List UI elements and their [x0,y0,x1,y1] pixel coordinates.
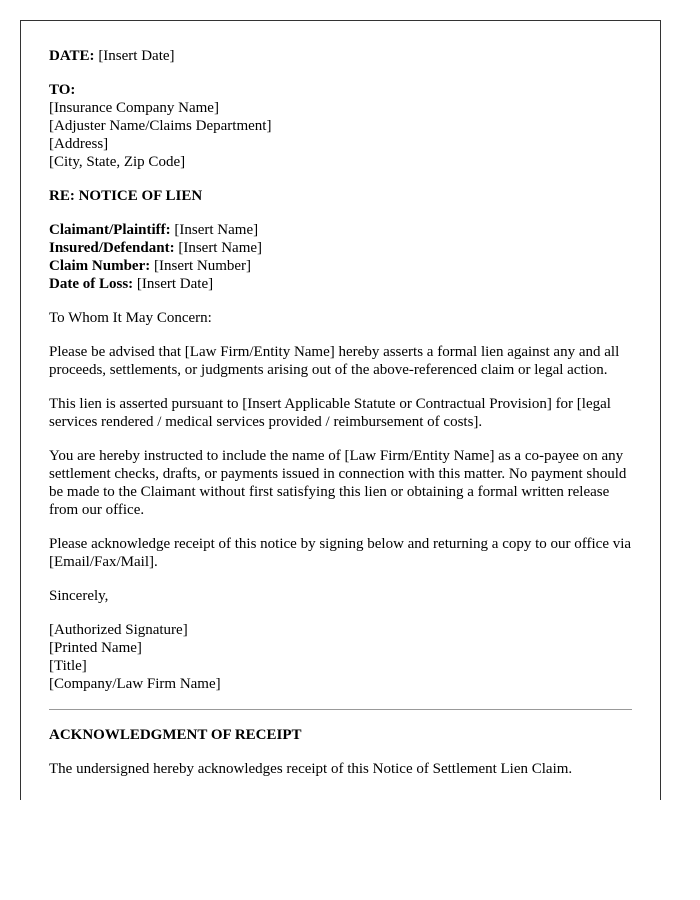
salutation: To Whom It May Concern: [49,310,212,326]
body-paragraph: Please be advised that [Law Firm/Entity Name] hereby asserts a formal lien against any and all proceeds, settlements, or judgments arising out of the above-referenced claim or legal action. [49,344,620,378]
ack-heading: ACKNOWLEDGMENT OF RECEIPT [49,727,302,743]
subject-line: RE: NOTICE OF LIEN [49,188,203,204]
parties-block: Claimant/Plaintiff: [Insert Name] Insured/Defendant: [Insert Name] Claim Number: [Insert Number] Date of Loss: [Insert Date] [49,222,263,292]
recipient-block: TO: [Insurance Company Name] [Adjuster Name/Claims Department] [Address] [City, State, Zip Code] [49,82,272,170]
closing: Sincerely, [49,588,109,604]
ack-text: The undersigned hereby acknowledges receipt of this Notice of Settlement Lien Claim. [49,761,573,777]
body-paragraph: You are hereby instructed to include the name of [Law Firm/Entity Name] as a co-payee on any settlement checks, drafts, or payments issued in connection with this matter. No payment should be made to the Claimant without first satisfying this lien or obtaining a formal written release from our office. [49,448,627,518]
body-paragraph: This lien is asserted pursuant to [Insert Applicable Statute or Contractual Provision] for [legal services rendered / medical services provided / reimbursement of costs]. [49,396,611,430]
date-line: DATE: [Insert Date] [49,48,175,64]
section-divider [49,709,632,710]
signature-block: [Authorized Signature] [Printed Name] [Title] [Company/Law Firm Name] [49,622,221,692]
body-paragraph: Please acknowledge receipt of this notice by signing below and returning a copy to our office via [Email/Fax/Mail]. [49,536,632,570]
lien-notice-document [20,20,661,800]
